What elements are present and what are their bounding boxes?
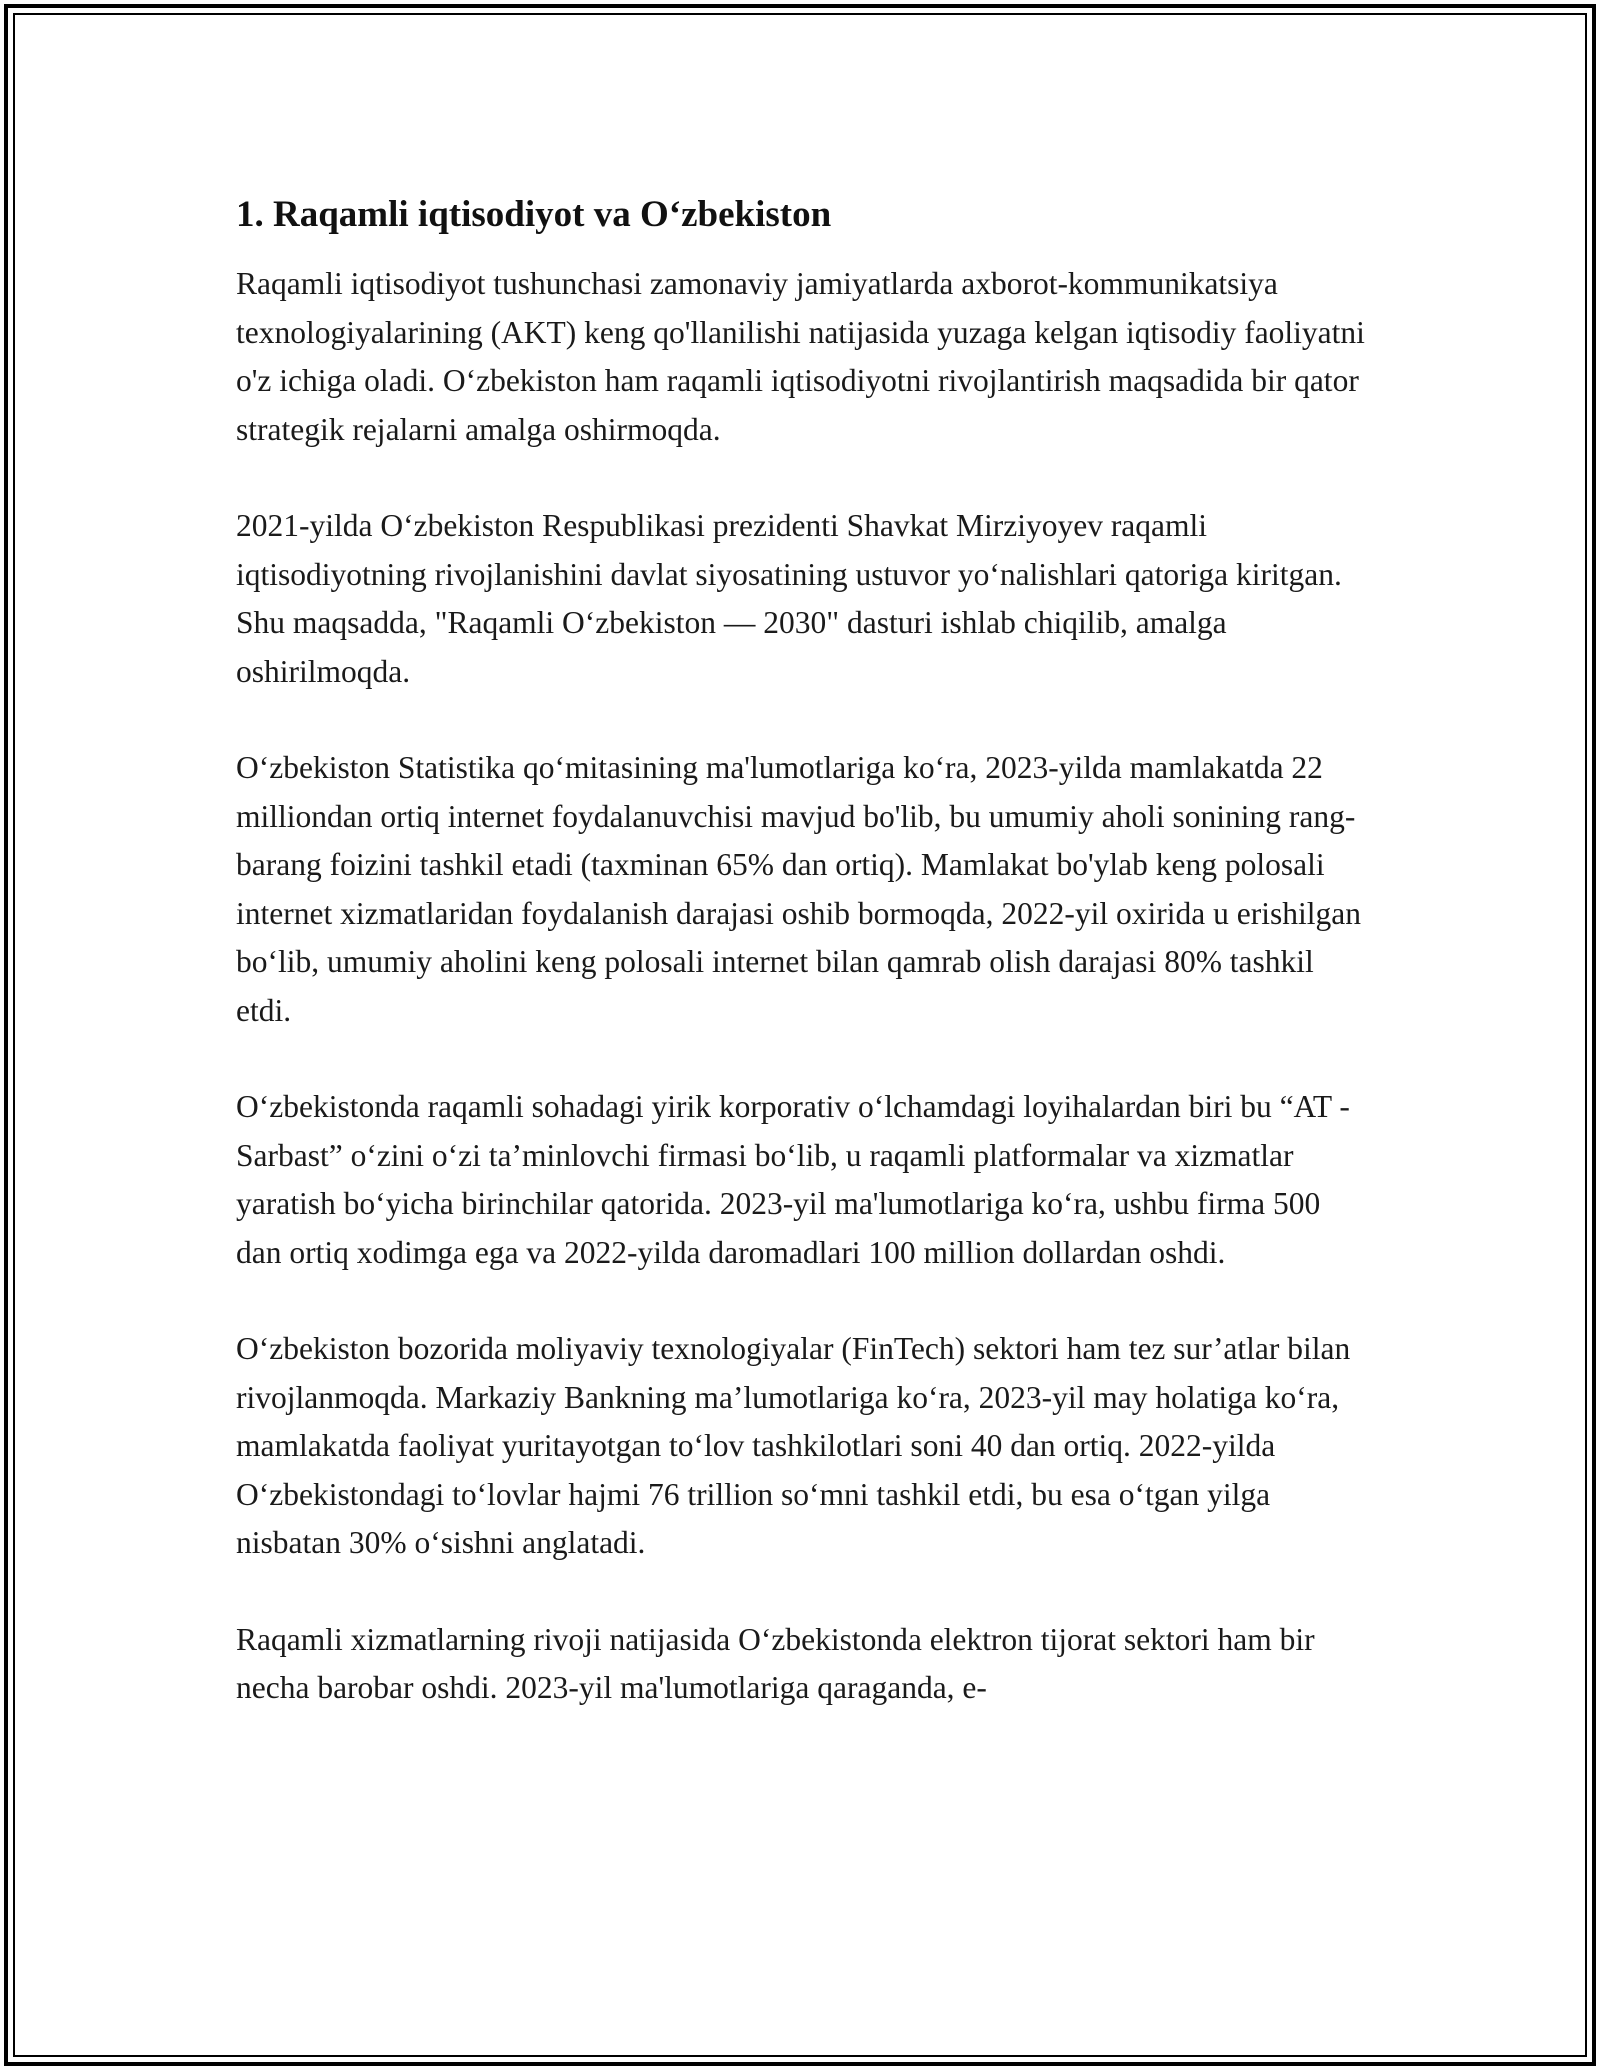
document-body bbox=[236, 190, 1376, 1761]
paragraph-fintech: O‘zbekiston bozorida moliyaviy texnologiyalar (FinTech) sektori ham tez sur’atlar bilan rivojlanmoqda. Markaziy Bankning ma’lumotlariga ko‘ra, 2023-yil may holatiga ko‘ra, mamlakatda faoliyat yuritayotgan to‘lov tashkilotlari soni 40 dan ortiq. 2022-yilda O‘zbekistondagi to‘lovlar hajmi 76 trillion so‘mni tashkil etdi, bu esa o‘tgan yilga nisbatan 30% o‘sishni anglatadi. bbox=[236, 1331, 1351, 1560]
paragraph-digital-economy-intro: Raqamli iqtisodiyot tushunchasi zamonaviy jamiyatlarda axborot-kommunikatsiya texnologiyalarining (AKT) keng qo'llanilishi natijasida yuzaga kelgan iqtisodiy faoliyatni o'z ichiga oladi. O‘zbekiston ham raqamli iqtisodiyotni rivojlantirish maqsadida bir qator strategik rejalarni amalga oshirmoqda. bbox=[236, 266, 1365, 447]
paragraph-internet-statistics: O‘zbekiston Statistika qo‘mitasining ma'lumotlariga ko‘ra, 2023-yilda mamlakatda 22 milliondan ortiq internet foydalanuvchisi mavjud bo'lib, bu umumiy aholi sonining rang-barang foizini tashkil etadi (taxminan 65% dan ortiq). Mamlakat bo'ylab keng polosali internet xizmatlaridan foydalanish darajasi oshib bormoqda, 2022-yil oxirida u erishilgan bo‘lib, umumiy aholini keng polosali internet bilan qamrab olish darajasi 80% tashkil etdi. bbox=[236, 750, 1361, 1028]
paragraph-digital-uzbekistan-2030: 2021-yilda O‘zbekiston Respublikasi prezidenti Shavkat Mirziyoyev raqamli iqtisodiyotning rivojlanishini davlat siyosatining ustuvor yo‘nalishlari qatoriga kiritgan. Shu maqsadda, "Raqamli O‘zbekiston — 2030" dasturi ishlab chiqilib, amalga oshirilmoqda. bbox=[236, 508, 1342, 689]
paragraph-ecommerce: Raqamli xizmatlarning rivoji natijasida O‘zbekistonda elektron tijorat sektori ham bir necha barobar oshdi. 2023-yil ma'lumotlariga qaraganda, e- bbox=[236, 1621, 1315, 1705]
section-heading: 1. Raqamli iqtisodiyot va O‘zbekiston bbox=[236, 194, 832, 235]
paragraph-corporate-projects: O‘zbekistonda raqamli sohadagi yirik korporativ o‘lchamdagi loyihalardan biri bu “AT - Sarbast” o‘zini o‘zi ta’minlovchi firmasi bo‘lib, u raqamli platformalar va xizmatlar yaratish bo‘yicha birinchilar qatorida. 2023-yil ma'lumotlariga ko‘ra, ushbu firma 500 dan ortiq xodimga ega va 2022-yilda daromadlari 100 million dollardan oshdi. bbox=[236, 1089, 1350, 1270]
